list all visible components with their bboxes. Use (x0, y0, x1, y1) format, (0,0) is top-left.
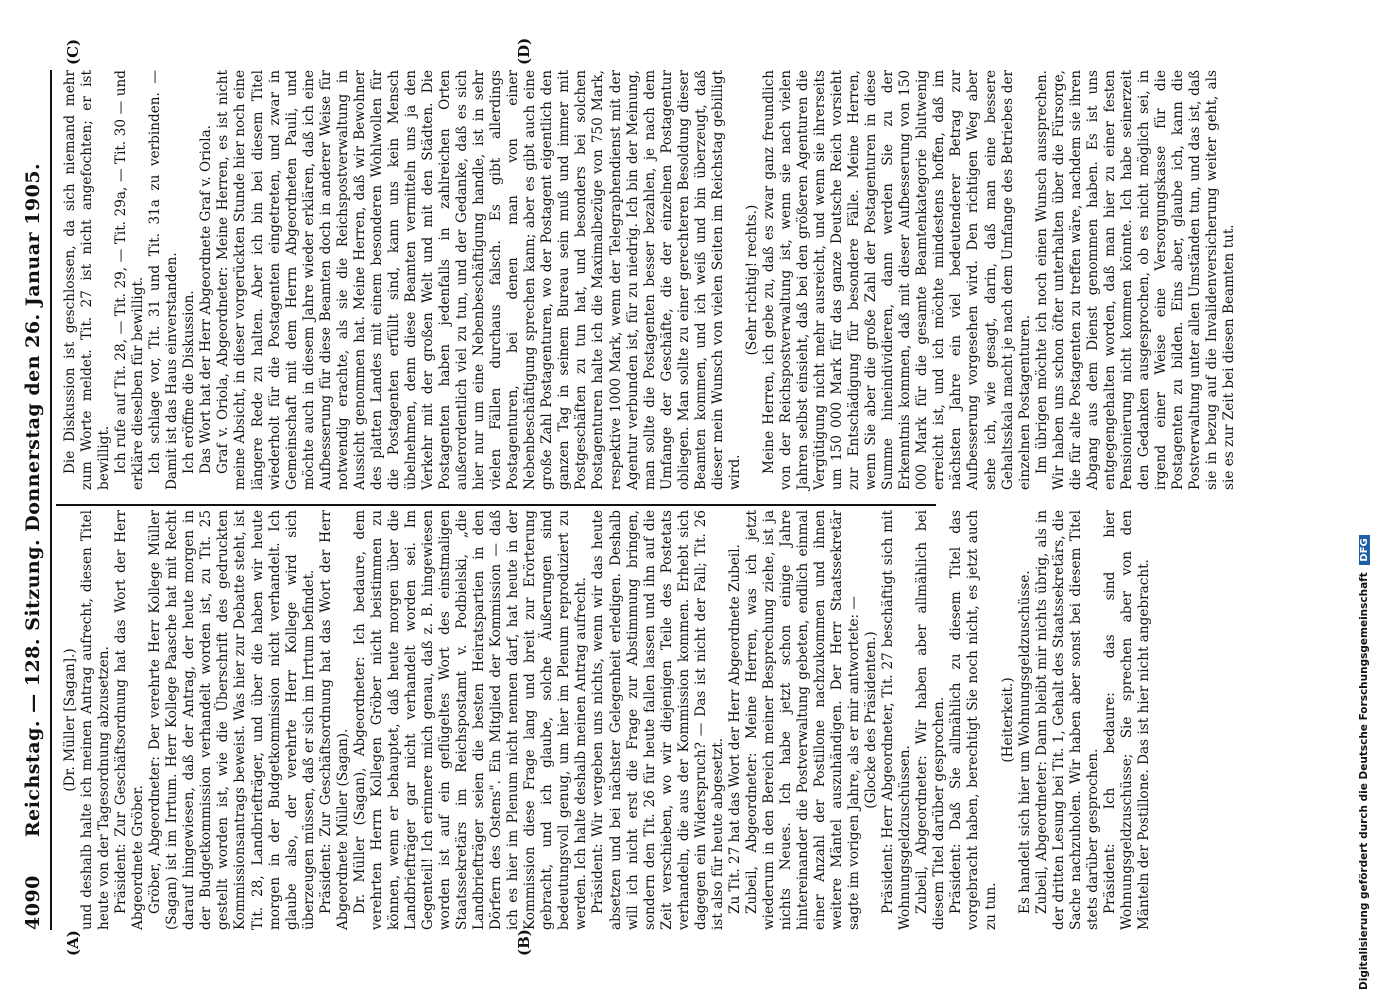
paragraph: Gröber, Abgeordneter: Der verehrte Herr Kollege Müller (Sagan) ist im Irrtum. Herr Kollege Paasche hat mit Recht darauf hingewiesen, daß der Antrag, der heute morgen in der Budgetkommission verhandelt worden ist, zu Tit. 25 gestellt worden ist, wie die Überschrift des gedruckten Kommissionsantrags beweist. Was hier zur Debatte steht, ist Tit. 28, Landbriefträger, und über die haben wir heute morgen in der Budgetkommission nicht verhandelt. Ich glaube also, der verehrte Herr Kollege wird sich überzeugen müssen, daß er sich im Irrtum befindet. (147, 510, 317, 930)
paragraph: Graf v. Oriola, Abgeordneter: Meine Herren, es ist nicht meine Absicht, in dieser vorgerückten Stunde hier noch eine längere Rede zu halten. Aber ich bin bei diesem Titel wiederholt für die Postagenten eingetreten, und zwar in Gemeinschaft mit dem Herrn Abgeordneten Pauli, und möchte auch in diesem Jahre wieder erklären, daß ich eine Aufbesserung für diese Beamten doch in anderer Weise für notwendig erachte, als sie die Reichspostverwaltung in Aussicht genommen hat. Meine Herren, daß wir Bewohner des platten Landes mit einem besonderen Wohlwollen für die Postagenten erfüllt sind, kann uns kein Mensch übelnehmen, denn diese Beamten vermitteln uns ja den Verkehr mit der großen Welt und mit den Städten. Die Postagenten haben jedenfalls in zahlreichen Orten außerordentlich viel zu tun, und der Gedanke, daß es sich hier nur um eine Nebenbeschäftigung handle, ist in sehr vielen Fällen durchaus falsch. Es gibt allerdings Postagenturen, bei denen man von einer Nebenbeschäftigung sprechen kann; aber es gibt auch eine große Zahl Postagenturen, wo der Postagent eigentlich den ganzen Tag in seinem Bureau sein muß und immer mit Postgeschäften zu tun hat, und besonders bei solchen Postagenturen halte ich die Maximalbezüge von 750 Mark, respektive 1000 Mark, wenn der Telegraphendienst mit der Agentur verbunden ist, für zu niedrig. Ich bin der Meinung, man sollte die Postagenten besser bezahlen, je nach dem Umfange der Geschäfte, die der einzelnen Postagentur obliegen. Man sollte zu einer gerechteren Besoldung dieser Beamten kommen, und ich weiß und bin überzeugt, daß dieser mein Wunsch von vielen Seiten im Reichstag gebilligt wird. (215, 69, 743, 490)
paragraph: Zubeil, Abgeordneter: Wir haben aber allmählich bei diesem Titel darüber gesprochen. (914, 510, 948, 930)
paragraph: Zu Tit. 27 hat das Wort der Herr Abgeordnete Zubeil. (726, 544, 743, 914)
paragraph: Präsident: Ich bedaure: das sind hier Wohnungsgeldzuschüsse; Sie sprechen aber von den Mänteln der Postillone. Das ist hier nicht angebracht. (1101, 510, 1152, 930)
page-title: Reichstag. — 128. Sitzung. Donnerstag den 26. Januar 1905. (22, 162, 44, 838)
paragraph: Präsident: Herr Abgeordneter, Tit. 27 beschäftigt sich mit Wohnungsgeldzuschüssen. (880, 510, 914, 930)
paragraph: (Sehr richtig! rechts.) (743, 204, 760, 356)
paragraph: Präsident: Zur Geschäftsordnung hat das Wort der Herr Abgeordnete Gröber. (113, 510, 147, 930)
paragraph: Das Wort hat der Herr Abgeordnete Graf v. Oriola. (198, 125, 215, 474)
paragraph: (Glocke des Präsidenten.) (863, 631, 880, 809)
left-text-column (62, 510, 1153, 930)
paragraph: und deshalb halte ich meinen Antrag aufrecht, diesen Titel heute von der Tagesordnung abzusetzen. (79, 510, 113, 930)
margin-mark-c: (C) (64, 38, 82, 65)
paragraph: Präsident: Daß Sie allmählich zu diesem Titel das vorgebracht haben, berechtigt Sie noch nicht, es jetzt auch zu tun. (948, 510, 999, 930)
paragraph: Meine Herren, ich gebe zu, daß es zwar ganz freundlich von der Reichspostverwaltung ist, wenn sie nach vielen Jahren selbst einsieht, daß bei den größeren Agenturen die Vergütigung nicht mehr ausreicht, und wenn sie ihrerseits um 150 000 Mark für das ganze Deutsche Reich vorsieht zur Entschädigung für besondere Fälle. Meine Herren, wenn Sie aber die große Zahl der Postagenturen in diese Summe hineindividieren, dann werden Sie zu der Erkenntnis kommen, daß mit dieser Aufbesserung von 150 000 Mark für die gesamte Beamtenkategorie blutwenig erreicht ist, und ich möchte mindestens hoffen, daß im nächsten Jahre ein viel bedeutenderer Betrag zur Aufbesserung vorgesehen wird. Den richtigen Weg aber sehe ich, wie gesagt, darin, daß man eine bessere Gehaltsskala macht je nach dem Umfange des Betriebes der einzelnen Postagenturen. (760, 70, 1033, 490)
paragraph: Dr. Müller (Sagan), Abgeordneter: Ich bedaure, dem verehrten Herrn Kollegen Gröber nicht beistimmen zu können, wenn er behauptet, daß heute morgen über die Landbriefträger gar nicht verhandelt worden sei. Im Gegenteil! Ich erinnere mich genau, daß z. B. hingewiesen worden ist auf ein geflügeltes Wort des einstmaligen Staatssekretärs im Reichspostamt v. Podbielski, „die Landbriefträger seien die besten Heiratspartien in den Dörfern des Ostens". Ein Mitglied der Kommission — daß ich es hier im Plenum nicht nennen darf, hat heute in der Kommission diese Frage lang und breit zur Erörterung gebracht, und ich glaube, solche Äußerungen sind bedeutungsvoll genug, um hier im Plenum reproduziert zu werden. Ich halte deshalb meinen Antrag aufrecht. (351, 510, 590, 930)
page-number: 4090 (22, 875, 44, 930)
margin-mark-b: (B) (515, 929, 533, 956)
paragraph: Präsident: Wir vergeben uns nichts, wenn wir das heute absetzen und bei nächster Gelegenheit erledigen. Deshalb will ich nicht erst die Frage zur Abstimmung bringen, sondern den Tit. 26 für heute fallen lassen und ihn auf die Zeit verschieben, wo wir diejenigen Teile des Postetats verhandeln, die aus der Kommission kommen. Erhebt sich dagegen ein Widerspruch? — Das ist nicht der Fall; Tit. 26 ist also für heute abgesetzt. (590, 510, 726, 930)
paragraph: Die Diskussion ist geschlossen, da sich niemand mehr zum Worte meldet. Tit. 27 ist nicht angefochten; er ist bewilligt. (62, 70, 113, 490)
margin-mark-a: (A) (64, 930, 82, 956)
dfg-logo: DFG (1359, 535, 1370, 564)
paragraph: Ich eröffne die Diskussion. (181, 290, 198, 474)
margin-mark-d: (D) (515, 37, 533, 65)
column-divider (56, 504, 936, 506)
paragraph: Zubeil, Abgeordneter: Dann bleibt mir nichts übrig, als in der dritten Lesung bei Tit. 1, Gehalt des Staatssekretärs, die Sache nachzuholen. Wir haben aber sonst bei diesem Titel stets darüber gesprochen. (1033, 510, 1101, 930)
page-header (22, 70, 52, 930)
paragraph: Im übrigen möchte ich noch einen Wunsch aussprechen. Wir haben uns schon öfter unterhalten über die Fürsorge, die für alte Postagenten zu treffen wäre, nachdem sie ihren Abgang aus dem Dienst genommen haben. Es ist uns entgegengehalten worden, daß man hier zu einer festen Pensionierung nicht kommen könnte. Ich habe seinerzeit den Gedanken ausgesprochen, ob es nicht möglich sei, in irgend einer Weise eine Versorgungskasse für die Postagenten zu bilden. Eins aber, glaube ich, kann die Postverwaltung unter allen Umständen tun, und das ist, daß sie in bezug auf die Invalidenversicherung weiter geht, als sie es zur Zeit bei diesen Beamten tut. (1033, 70, 1238, 490)
header-rule (50, 70, 52, 930)
digitization-credit (1358, 535, 1370, 990)
paragraph: Präsident: Zur Geschäftsordnung hat das Wort der Herr Abgeordnete Müller (Sagan). (317, 510, 351, 930)
credit-text: Digitalisierung gefördert durch die Deutsche Forschungsgemeinschaft (1358, 572, 1370, 990)
right-text-column (62, 70, 1238, 490)
paragraph: (Heiterkeit.) (999, 677, 1016, 763)
paragraph: (Dr. Müller [Sagan].) (62, 648, 78, 792)
paragraph: Es handelt sich hier um Wohnungsgeldzuschüsse. (1016, 570, 1033, 914)
paragraph: Ich rufe auf Tit. 28, — Tit. 29, — Tit. 29a, — Tit. 30 — und erkläre dieselben für bewilligt. (113, 70, 147, 490)
paragraph: Ich schlage vor, Tit. 31 und Tit. 31a zu verbinden. — Damit ist das Haus einverstanden. (147, 70, 181, 490)
paragraph: Zubeil, Abgeordneter: Meine Herren, was ich jetzt wiederum in den Bereich meiner Besprechung ziehe, ist ja nichts Neues. Ich habe jetzt schon einige Jahre hintereinander die Postverwaltung gebeten, endlich einmal einer Anzahl der Postillone nachzukommen und ihnen weitere Mäntel auszuhändigen. Der Herr Staatssekretär sagte im vorigen Jahre, als er mir antwortete: — (743, 510, 863, 930)
